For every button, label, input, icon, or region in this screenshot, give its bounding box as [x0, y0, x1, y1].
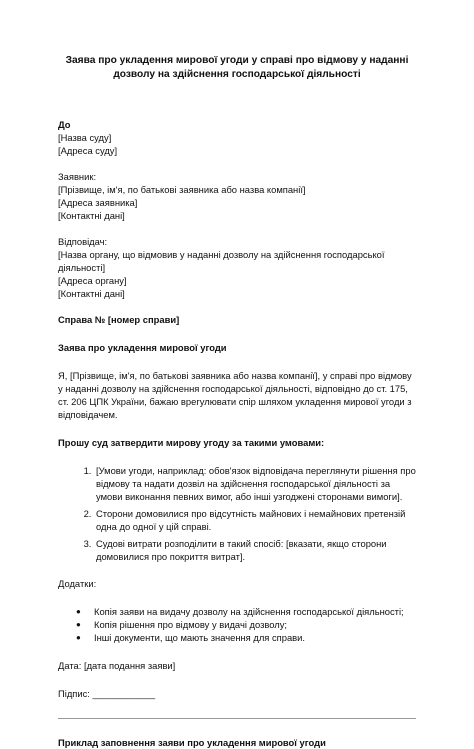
applicant-name: [Прізвище, ім'я, по батькові заявника або назва компанії] — [58, 184, 306, 195]
statement-heading: Заява про укладення мирової угоди — [58, 342, 227, 353]
request-heading: Прошу суд затвердити мирову угоду за такими умовами: — [58, 437, 325, 448]
date-line: Дата: [дата подання заяви] — [58, 660, 176, 671]
respondent-contacts: [Контактні дані] — [58, 288, 125, 299]
attachments-list — [58, 605, 416, 644]
respondent-address: [Адреса органу] — [58, 275, 127, 286]
addressee-label: До — [58, 119, 71, 130]
attachment-text: Інші документи, що мають значення для справи. — [94, 632, 305, 643]
respondent-name: [Назва органу, що відмовив у наданні дозволу на здійснення господарської діяльності] — [58, 249, 385, 273]
case-number-heading: Справа № [номер справи] — [58, 314, 180, 325]
bullet-icon: ● — [76, 633, 81, 642]
document-content — [58, 54, 416, 749]
statement-body: Я, [Прізвище, ім'я, по батькові заявника або назва компанії], у справі про відмову у наданні дозволу на здійснення господарської діяльності, відповідно до ст. 175, ст. 206 ЦПК України, бажаю врегулювати спір шляхом укладення мирової угоди з відповідачем. — [58, 370, 412, 420]
applicant-label: Заявник: — [58, 171, 97, 182]
bullet-icon: ● — [76, 620, 81, 629]
attachment-text: Копія заяви на видачу дозволу на здійснення господарської діяльності; — [94, 606, 404, 617]
signature-line: Підпис: ____________ — [58, 688, 156, 699]
attachment-text: Копія рішення про відмову у видачі дозволу; — [94, 619, 288, 630]
attachment-item — [76, 605, 416, 618]
document-title — [58, 54, 416, 82]
respondent-block — [58, 235, 416, 300]
attachment-item — [76, 631, 416, 644]
attachments-label: Додатки: — [58, 578, 97, 589]
bullet-icon: ● — [76, 607, 81, 616]
applicant-contacts: [Контактні дані] — [58, 210, 125, 221]
addressee-block — [58, 118, 416, 157]
respondent-label: Відповідач: — [58, 236, 108, 247]
document-title-line-1: Заява про укладення мирової угоди у справі про відмову у наданні — [65, 55, 409, 66]
attachment-item — [76, 618, 416, 631]
court-address: [Адреса суду] — [58, 145, 118, 156]
settlement-term-item: 3. Судові витрати розподілити в такий спосіб: [вказати, якщо сторони домовилися про покриття витрат]. — [94, 537, 416, 563]
document-title-line-2: дозволу на здійснення господарської діяльності — [113, 69, 361, 80]
applicant-address: [Адреса заявника] — [58, 197, 138, 208]
settlement-term-item: 2. Сторони домовилися про відсутність майнових і немайнових претензій одна до одної у цій справі. — [94, 507, 416, 533]
settlement-terms-list — [58, 464, 416, 563]
applicant-block — [58, 170, 416, 222]
court-name: [Назва суду] — [58, 132, 112, 143]
example-heading: Приклад заповнення заяви про укладення мирової угоди — [58, 737, 326, 748]
settlement-term-item: 1. [Умови угоди, наприклад: обов'язок відповідача переглянути рішення про відмову та надати дозвіл на здійснення господарської діяльності за умови виконання певних вимог, або інші узгоджені сторонами вимоги]. — [94, 464, 416, 503]
